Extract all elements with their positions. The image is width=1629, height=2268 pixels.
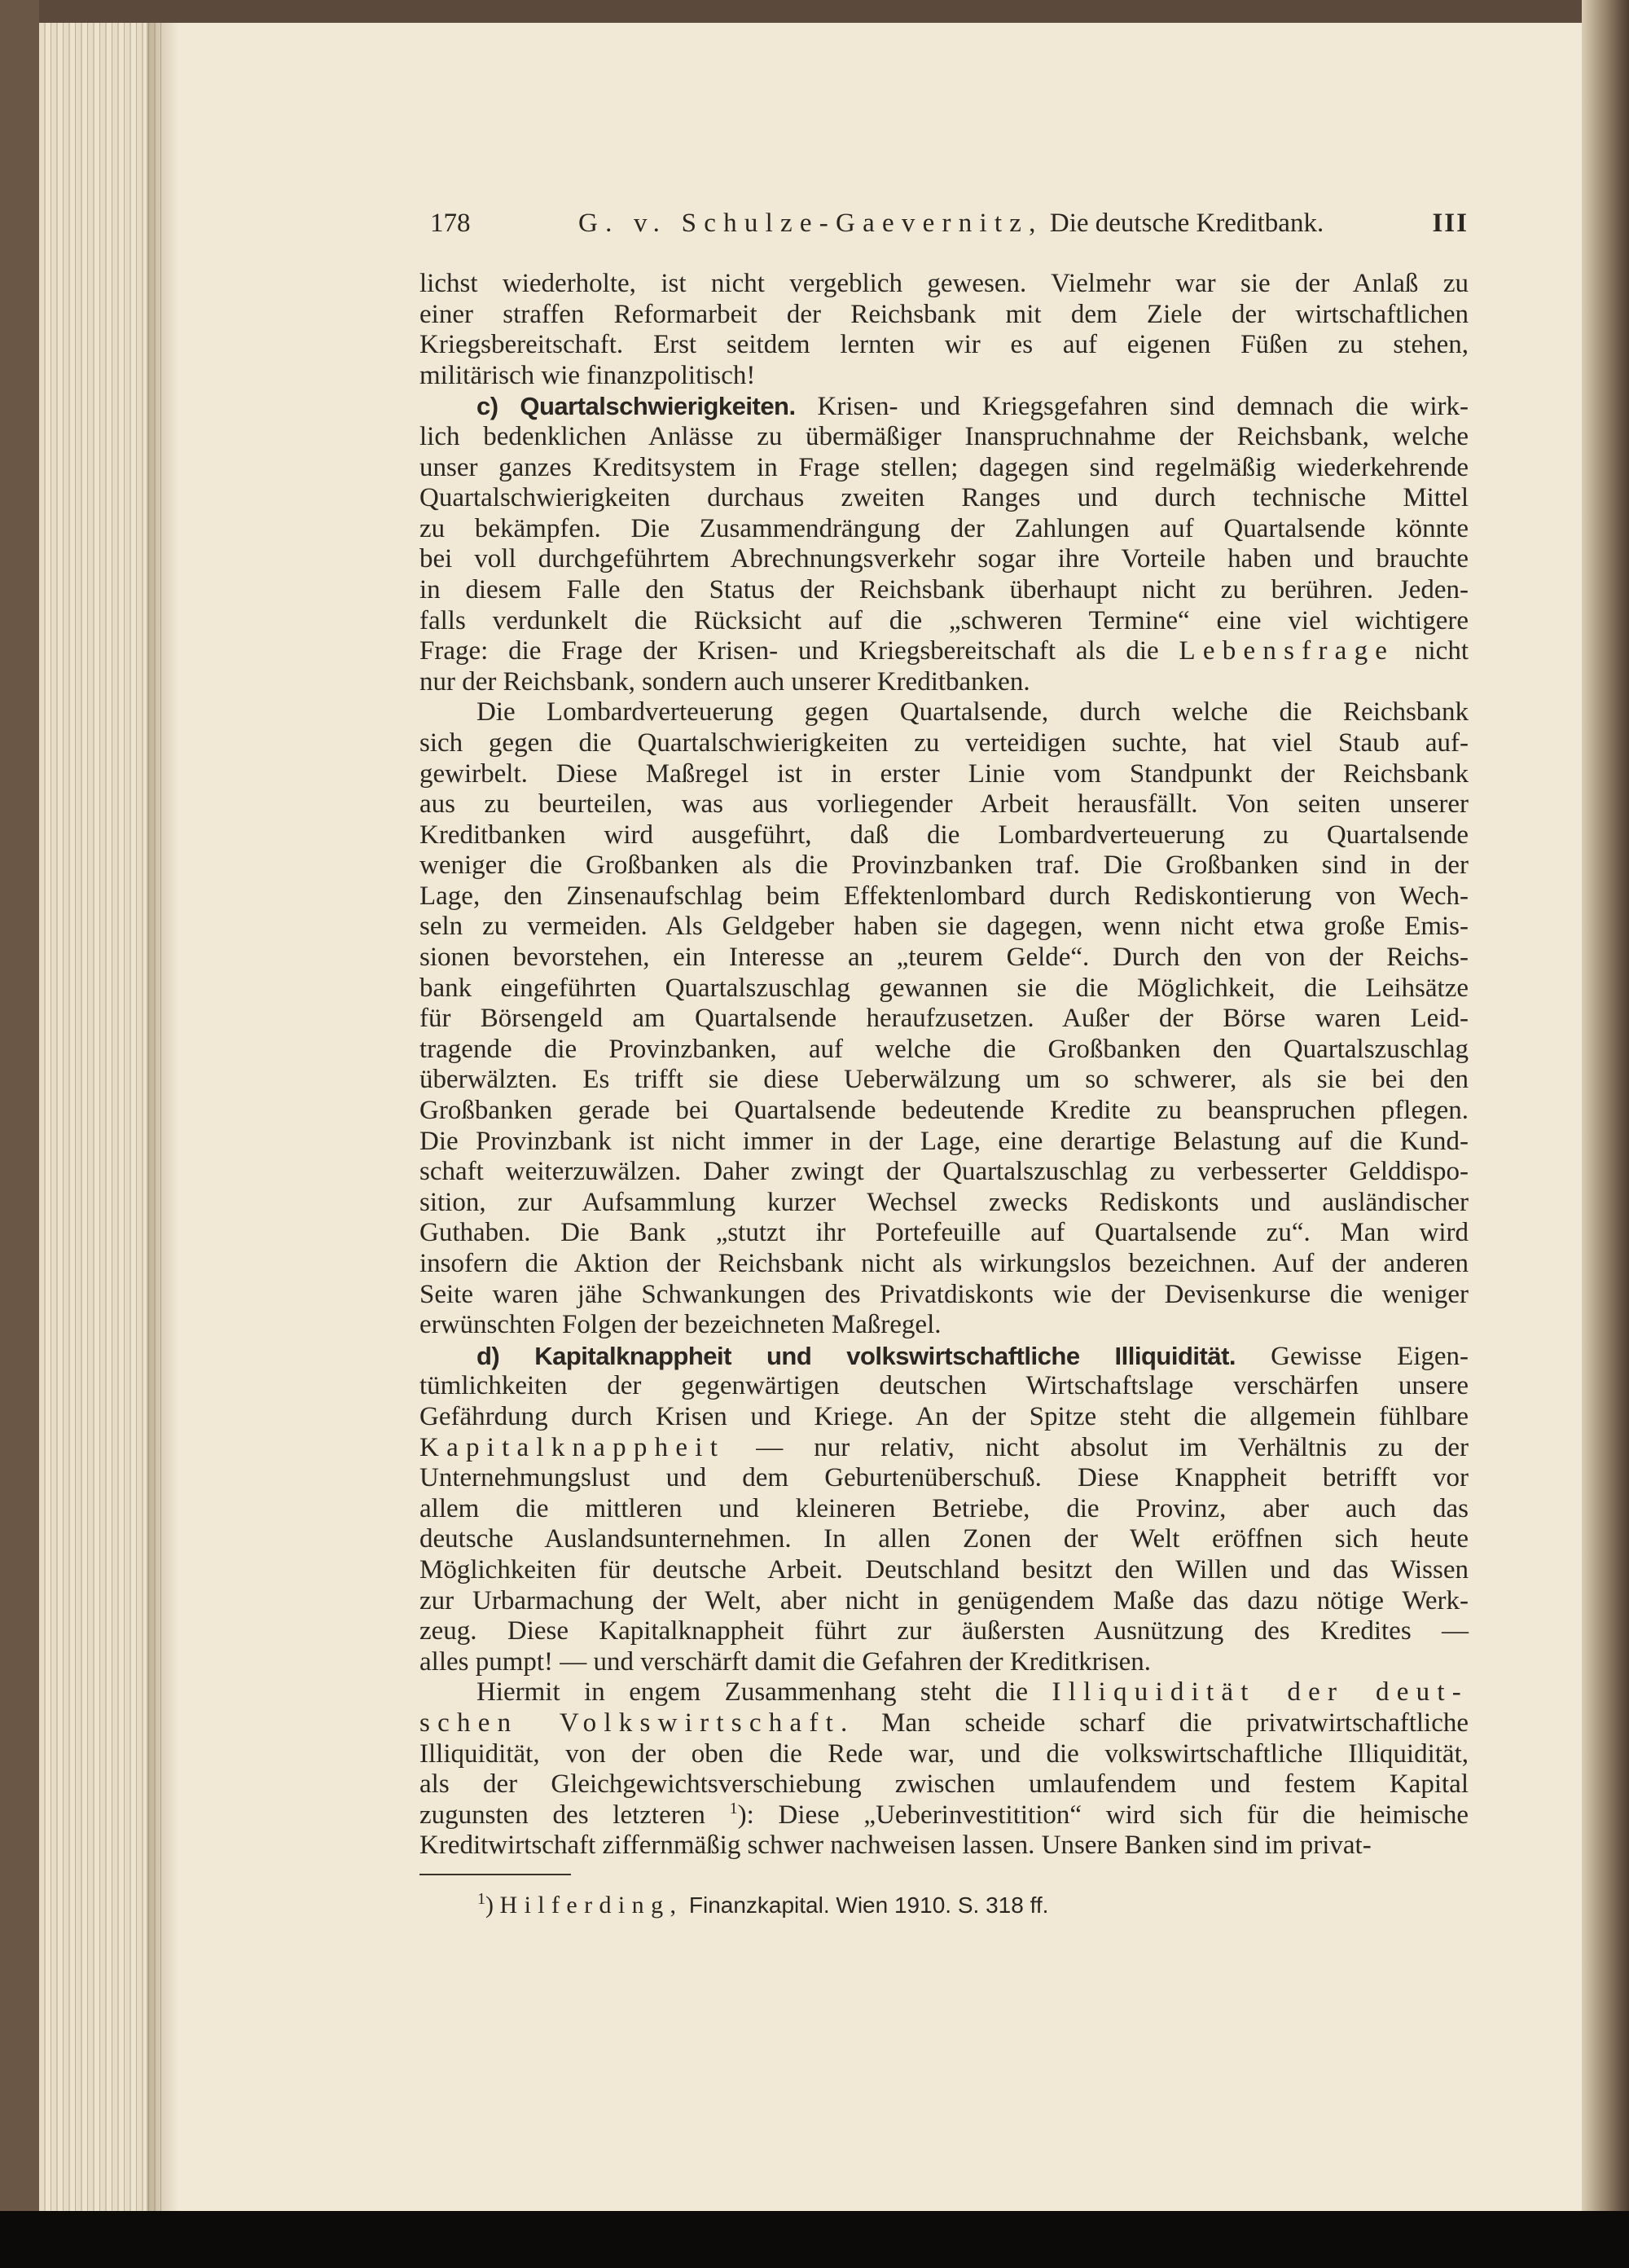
text-line: deutsche Auslandsunternehmen. In allen Zonen der Welt eröffnen sich heute <box>419 1524 1469 1554</box>
text-segment: nicht <box>1394 636 1469 666</box>
text-line: überwälzten. Es trifft sie diese Ueberwälzung um so schwerer, als sie bei den <box>419 1065 1469 1095</box>
emphasized-text: Illiquidität der deut- <box>1052 1677 1469 1708</box>
scan-bottom-edge <box>0 2211 1629 2268</box>
text-line: für Börsengeld am Quartalsende heraufzusetzen. Außer der Börse waren Leid- <box>419 1004 1469 1034</box>
text-line: tümlichkeiten der gegenwärtigen deutschen Wirtschaftslage verschärfen unsere <box>419 1371 1469 1401</box>
text-line: Großbanken gerade bei Quartalsende bedeutende Kredite zu beanspruchen pflegen. <box>419 1096 1469 1126</box>
text-line: Unternehmungslust und dem Geburtenüberschuß. Diese Knappheit betrifft vor <box>419 1463 1469 1493</box>
book-cover-top-edge <box>0 0 1629 23</box>
text-line: falls verdunkelt die Rücksicht auf die „schweren Termine“ eine viel wichtigere <box>419 605 1469 635</box>
text-line <box>419 636 1469 667</box>
text-line <box>419 1341 1469 1372</box>
footnote-text: Finanzkapital. Wien 1910. S. 318 ff. <box>688 1892 1049 1918</box>
footnote-rule <box>419 1874 571 1875</box>
section-heading: c) Quartalschwierigkeiten. <box>476 392 796 421</box>
body-text <box>419 269 1469 1861</box>
running-header <box>419 209 1469 241</box>
text-line <box>419 1708 1469 1739</box>
text-line: bei voll durchgeführtem Abrechnungsverkehr sogar ihre Vorteile haben und brauchte <box>419 544 1469 574</box>
book-cover-left-edge <box>0 0 39 2268</box>
section-heading: d) Kapitalknappheit und volkswirtschaftliche Illiquidität. <box>476 1341 1236 1370</box>
text-line: einer straffen Reformarbeit der Reichsbank mit dem Ziele der wirtschaftlichen <box>419 299 1469 329</box>
text-line: Kriegsbereitschaft. Erst seitdem lernten wir es auf eigenen Füßen zu stehen, <box>419 330 1469 360</box>
text-line: aus zu beurteilen, was aus vorliegender Arbeit herausfällt. Von seiten unserer <box>419 789 1469 820</box>
text-line: nur der Reichsbank, sondern auch unserer Kreditbanken. <box>419 666 1030 697</box>
text-line: Kreditbanken wird ausgeführt, daß die Lombardverteuerung zu Quartalsende <box>419 820 1469 850</box>
text-segment: Krisen- und Kriegsgefahren sind demnach die wirk- <box>795 392 1469 422</box>
emphasized-text: schen Volkswirtschaft <box>419 1708 841 1738</box>
author-name: G. v. Schulze-Gaevernitz, <box>578 209 1043 238</box>
text-line <box>419 1677 1469 1708</box>
text-line: Kreditwirtschaft ziffernmäßig schwer nachweisen lassen. Unsere Banken sind im privat- <box>419 1831 1372 1861</box>
emphasized-text: Kapitalknappheit <box>419 1432 726 1462</box>
text-line: zeug. Diese Kapitalknappheit führt zur äußersten Ausnützung des Kredites — <box>419 1616 1469 1646</box>
text-line: Illiquidität, von der oben die Rede war, und die volkswirtschaftliche Illiquidität, <box>419 1738 1469 1769</box>
page-number: 178 <box>430 209 471 238</box>
text-line: in diesem Falle den Status der Reichsbank überhaupt nicht zu berühren. Jeden- <box>419 574 1469 604</box>
page-stack-edge <box>39 23 161 2214</box>
book-title: Die deutsche Kreditbank. <box>1049 209 1324 238</box>
text-line: zur Urbarmachung der Welt, aber nicht in genügendem Maße das dazu nötige Werk- <box>419 1585 1469 1615</box>
text-segment: ): Diese „Ueberinvestitition“ wird sich für die heimische <box>737 1800 1469 1830</box>
text-segment: — nur relativ, nicht absolut im Verhältnis zu der <box>725 1432 1469 1462</box>
text-segment: Gewisse Eigen- <box>1236 1341 1469 1371</box>
text-line: allem die mittleren und kleineren Betriebe, die Provinz, aber auch das <box>419 1493 1469 1523</box>
text-line: Seite waren jähe Schwankungen des Privatdiskonts wie der Devisenkurse die weniger <box>419 1279 1469 1309</box>
text-segment: Frage: die Frage der Krisen- und Kriegsbereitschaft als die <box>419 636 1179 666</box>
text-line: sich gegen die Quartalschwierigkeiten zu verteidigen suchte, hat viel Staub auf- <box>419 727 1469 758</box>
text-line: Quartalschwierigkeiten durchaus zweiten Ranges und durch technische Mittel <box>419 483 1469 513</box>
text-line: militärisch wie finanzpolitisch! <box>419 360 756 390</box>
footnote-marker: 1 <box>477 1890 485 1908</box>
text-line <box>419 391 1469 422</box>
text-line: bank eingeführten Quartalszuschlag gewannen sie die Möglichkeit, die Leihsätze <box>419 973 1469 1003</box>
text-line: alles pumpt! — und verschärft damit die Gefahren der Kreditkrisen. <box>419 1646 1152 1677</box>
text-line: weniger die Großbanken als die Provinzbanken traf. Die Großbanken sind in der <box>419 850 1469 881</box>
section-number: III <box>1432 209 1469 238</box>
text-line: Gefährdung durch Krisen und Kriege. An der Spitze steht die allgemein fühlbare <box>419 1401 1469 1431</box>
text-line: lich bedenklichen Anlässe zu übermäßiger Inanspruchnahme der Reichsbank, welche <box>419 421 1469 451</box>
text-line: tragende die Provinzbanken, auf welche die Großbanken den Quartalszuschlag <box>419 1034 1469 1064</box>
text-line: lichst wiederholte, ist nicht vergeblich gewesen. Vielmehr war sie der Anlaß zu <box>419 269 1469 298</box>
text-line: schaft weiterzuwälzen. Daher zwingt der Quartalszuschlag zu verbesserter Gelddispo- <box>419 1157 1469 1187</box>
text-line: sionen bevorstehen, ein Interesse an „teurem Gelde“. Durch den von der Reichs- <box>419 943 1469 973</box>
text-line: zu bekämpfen. Die Zusammendrängung der Zahlungen auf Quartalsende könnte <box>419 513 1469 543</box>
page-shadow <box>147 23 179 2214</box>
text-segment: Hiermit in engem Zusammenhang steht die <box>476 1677 1052 1708</box>
emphasized-text: Lebensfrage <box>1179 636 1395 666</box>
text-line: erwünschten Folgen der bezeichneten Maßregel. <box>419 1310 942 1340</box>
text-line: sition, zur Aufsammlung kurzer Wechsel zwecks Rediskonts und ausländischer <box>419 1187 1469 1217</box>
footnote-author: Hilferding, <box>499 1892 683 1919</box>
text-line: seln zu vermeiden. Als Geldgeber haben sie dagegen, wenn nicht etwa große Emis- <box>419 912 1469 942</box>
text-line <box>419 1800 1469 1831</box>
text-line: unser ganzes Kreditsystem in Frage stellen; dagegen sind regelmäßig wiederkehrende <box>419 452 1469 482</box>
text-line: Lage, den Zinsenaufschlag beim Effektenlombard durch Rediskontierung von Wech- <box>419 881 1469 911</box>
footnote-reference: 1 <box>729 1799 738 1817</box>
text-line: Die Provinzbank ist nicht immer in der Lage, eine derartige Belastung auf die Kund- <box>419 1126 1469 1156</box>
text-line: Guthaben. Die Bank „stutzt ihr Portefeuille auf Quartalsende zu“. Man wird <box>419 1218 1469 1248</box>
text-line: Möglichkeiten für deutsche Arbeit. Deutschland besitzt den Willen und das Wissen <box>419 1554 1469 1585</box>
text-line <box>419 1433 1469 1464</box>
running-title <box>578 209 1324 239</box>
text-line: als der Gleichgewichtsverschiebung zwischen umlaufendem und festem Kapital <box>419 1769 1469 1800</box>
book-gutter <box>1582 0 1629 2268</box>
text-segment: . Man scheide scharf die privatwirtschaftliche <box>841 1708 1469 1738</box>
text-segment: zugunsten des letzteren <box>419 1800 730 1830</box>
text-line: insofern die Aktion der Reichsbank nicht als wirkungslos bezeichnen. Auf der anderen <box>419 1249 1469 1278</box>
text-line: Die Lombardverteuerung gegen Quartalsende, durch welche die Reichsbank <box>476 697 1469 727</box>
footnote: $^1$) Hilferding, Finanzkapital. Wien 1910. S. 318 ff. <box>477 1890 1049 1919</box>
text-line: gewirbelt. Diese Maßregel ist in erster Linie vom Standpunkt der Reichsbank <box>419 758 1469 789</box>
